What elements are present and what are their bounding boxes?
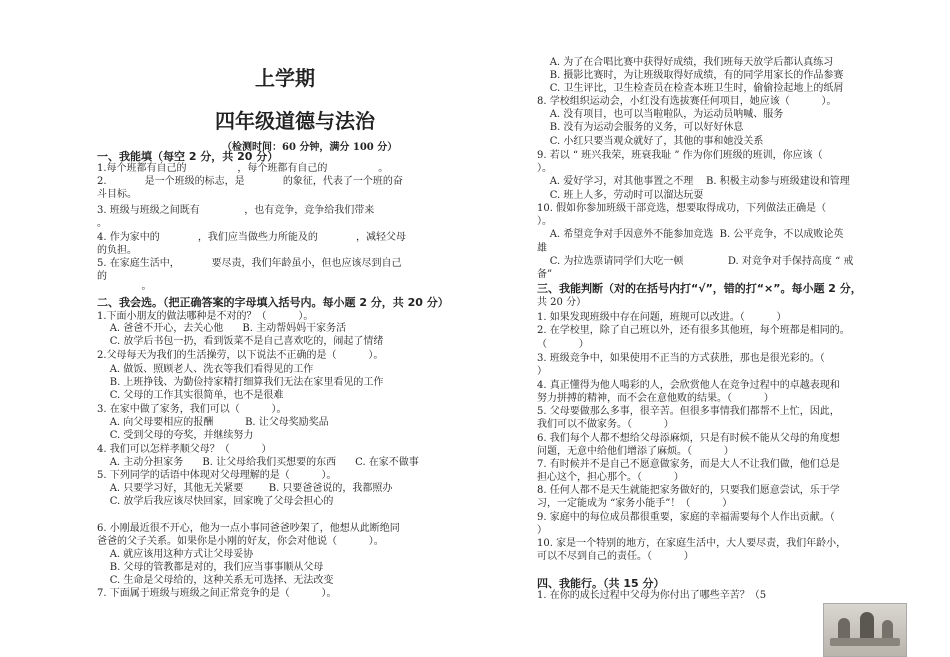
exam-line: A. 做饭、照顾老人、洗衣等我们看得见的工作 xyxy=(97,364,314,375)
exam-line: 担心这个，担心那个。（ ） xyxy=(537,472,684,483)
exam-line: 爸爸的父子关系。如果你是小刚的好友，你会对他说（ ）。 xyxy=(97,536,384,547)
exam-line: C. 受到父母的夸奖，并继续努力 xyxy=(97,430,254,441)
exam-line: 7. 下面属于班级与班级之间正常竞争的是（ ）。 xyxy=(97,588,337,599)
exam-line: 二、我会选。（把正确答案的字母填入括号内。每小题 2 分，共 20 分） xyxy=(97,296,449,309)
exam-line: B. 父母的管教都是对的，我们应当事事顺从父母 xyxy=(97,562,324,573)
exam-line: 4. 我们可以怎样孝顺父母？（ ） xyxy=(97,444,272,455)
exam-line: 1.每个班都有自己的 ，每个班都有自己的 。 xyxy=(97,163,389,174)
exam-line: 努力拼搏的精神，而不会在意他败的结果。（ ） xyxy=(537,393,774,404)
family-photo xyxy=(823,603,907,657)
exam-line: 7. 有时候并不是自己不愿意做家务，而是大人不让我们做，他们总是 xyxy=(537,459,840,470)
exam-line: 8. 学校组织运动会，小红没有选拔赛任何项目，她应该（ ）。 xyxy=(537,96,837,107)
exam-line: 一、我能填（每空 2 分，共 20 分） xyxy=(97,150,279,163)
exam-line: 5. 在家庭生活中， 要尽责，我们年龄虽小，但也应该尽到自己 xyxy=(97,258,402,269)
exam-line: 4. 真正懂得为他人喝彩的人，会欣赏他人在竞争过程中的卓越表现和 xyxy=(537,380,840,391)
exam-line: A. 只要学习好，其他无关紧要 B. 只要爸爸说的，我都照办 xyxy=(97,483,393,494)
exam-line: A. 没有项目，也可以当啦啦队，为运动员呐喊、服务 xyxy=(537,109,784,120)
exam-line: 备” xyxy=(537,269,553,280)
exam-line: 雄 xyxy=(537,243,547,254)
exam-line: 3. 在家中做了家务，我们可以（ ）。 xyxy=(97,404,287,415)
exam-line: 1. 如果发现班级中存在问题，班规可以改进。（ ） xyxy=(537,312,787,323)
exam-line: 10. 家是一个特别的地方，在家庭生活中，大人要尽责，我们年龄小， xyxy=(537,538,847,549)
exam-line: 四、我能行。（共 15 分） xyxy=(537,577,665,590)
exam-line: A. 希望竞争对手因意外不能参加竞选 B. 公平竞争，不以成败论英 xyxy=(537,229,844,240)
exam-line: 5. 父母要做那么多事，很辛苦。但很多事情我们都帮不上忙，因此， xyxy=(537,406,840,417)
exam-line: B. 上班挣钱、为勤俭持家精打细算我们无法在家里看见的工作 xyxy=(97,377,384,388)
exam-line: 4. 作为家中的 ，我们应当做些力所能及的 ，减轻父母 xyxy=(97,232,407,243)
exam-line: ）。 xyxy=(537,216,552,227)
exam-line: C. 为拉选票请同学们大吃一顿 D. 对竞争对手保持高度 “ 戒 xyxy=(537,256,854,267)
exam-line: C. 卫生评比，卫生检查员在检查本班卫生时，偷偷捡起地上的纸屑 xyxy=(537,83,844,94)
exam-line: 可以不尽到自己的责任。（ ） xyxy=(537,551,694,562)
exam-line: 问题，无意中给他们增添了麻烦。（ ） xyxy=(537,446,734,457)
exam-line: （ ） xyxy=(537,339,589,350)
exam-subject-title: 四年级道德与法治 xyxy=(215,109,375,133)
exam-line: 2.父母每天为我们的生活操劳，以下说法不正确的是（ ）。 xyxy=(97,350,384,361)
exam-line: 的 xyxy=(97,271,107,282)
exam-line: A. 主动分担家务 B. 让父母给我们买想要的东西 C. 在家不做事 xyxy=(97,457,419,468)
exam-line: C. 小红只要当观众就好了，其他的事和她没关系 xyxy=(537,136,764,147)
exam-line: ） xyxy=(537,366,547,377)
exam-line: B. 摄影比赛时，为让班级取得好成绩，有的同学用家长的作品参赛 xyxy=(537,70,844,81)
exam-line: 9. 若以 “ 班兴我荣，班衰我耻 ” 作为你们班级的班训，你应该（ xyxy=(537,150,823,161)
exam-line: ） xyxy=(537,525,547,536)
exam-line: A. 爱好学习，对其他事置之不理 B. 积极主动参与班级建设和管理 xyxy=(537,176,850,187)
exam-line: 三、我能判断（对的在括号内打“√”，错的打“×”。每小题 2 分， xyxy=(537,282,862,295)
exam-line: 3. 班级与班级之间既有 ，也有竞争，竞争给我们带来 xyxy=(97,205,375,216)
exam-term-title: 上学期 xyxy=(255,66,315,90)
exam-line: 。 xyxy=(97,281,152,292)
exam-line: A. 爸爸不开心，去关心他 B. 主动帮妈妈干家务活 xyxy=(97,323,347,334)
exam-line: 2. 是一个班级的标志，是 的象征，代表了一个班的奋 xyxy=(97,176,403,187)
exam-line: A. 就应该用这种方式让父母妥协 xyxy=(97,549,254,560)
exam-line: 1.下面小朋友的做法哪种是不对的？（ ）。 xyxy=(97,311,314,322)
exam-line: A. 向父母要相应的报酬 B. 让父母奖励奖品 xyxy=(97,417,329,428)
exam-line: 习，一定能成为 “家务小能手”！（ ） xyxy=(537,498,733,509)
exam-line: 8. 任何人都不是天生就能把家务做好的，只要我们愿意尝试，乐于学 xyxy=(537,485,840,496)
exam-line: C. 放学后书包一扔，看到饭菜不是自己喜欢吃的，闹起了情绪 xyxy=(97,336,384,347)
exam-line: 6. 小刚最近很不开心，他为一点小事同爸爸吵架了，他想从此断绝同 xyxy=(97,523,400,534)
exam-line: 5. 下列同学的话语中体现对父母理解的是（ ）。 xyxy=(97,470,337,481)
exam-line: B. 没有为运动会服务的义务，可以好好休息 xyxy=(537,122,744,133)
exam-line: 3. 班级竞争中，如果使用不正当的方式获胜，那也是很光彩的。（ xyxy=(537,353,825,364)
exam-line: 。 xyxy=(97,218,107,229)
exam-line: 我们可以不做家务。（ ） xyxy=(537,419,674,430)
exam-line: A. 为了在合唱比赛中获得好成绩，我们班每天放学后都认真练习 xyxy=(537,57,834,68)
exam-line: C. 班上人多，劳动时可以溜达玩耍 xyxy=(537,190,704,201)
exam-line: C. 父母的工作其实很简单，也不是很难 xyxy=(97,390,284,401)
exam-line: 1. 在你的成长过程中父母为你付出了哪些辛苦？（5 xyxy=(537,590,767,601)
exam-time-info: （检测时间：60 分钟，满分 100 分） xyxy=(222,142,398,153)
exam-line: 10. 假如你参加班级干部竞选，想要取得成功，下列做法正确是（ xyxy=(537,203,827,214)
exam-line: C. 生命是父母给的，这种关系无可选择、无法改变 xyxy=(97,575,334,586)
exam-line: 共 20 分） xyxy=(537,297,587,308)
exam-line: 9. 家庭中的每位成员都很重要，家庭的幸福需要每个人作出贡献。（ xyxy=(537,512,835,523)
exam-line: 6. 我们每个人都不想给父母添麻烦，只是有时候不能从父母的角度想 xyxy=(537,433,840,444)
exam-line: 斗目标。 xyxy=(97,189,137,200)
exam-line: C. 放学后我应该尽快回家，回家晚了父母会担心的 xyxy=(97,496,334,507)
exam-line: 2. 在学校里，除了自己班以外，还有很多其他班，每个班都是相同的。 xyxy=(537,325,850,336)
exam-line: ）。 xyxy=(537,163,552,174)
exam-line: 的负担。 xyxy=(97,245,137,256)
